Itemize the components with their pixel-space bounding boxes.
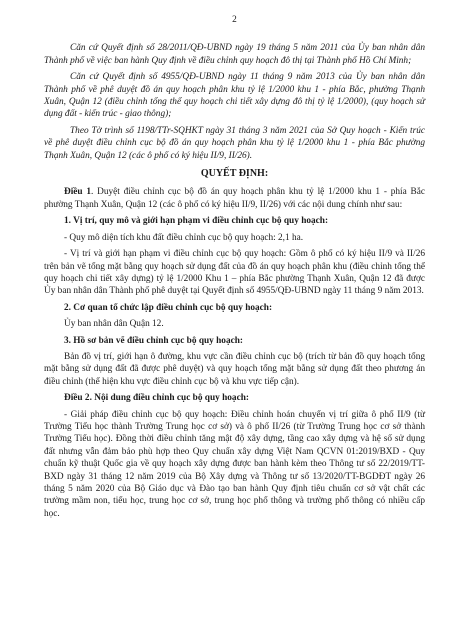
preamble-basis-1: Căn cứ Quyết định số 28/2011/QĐ-UBND ngày 19 tháng 5 năm 2011 của Ủy ban nhân dân Thành phố về việc ban hành Quy định về điều chỉnh quy hoạch đô thị tại Thành phố Hồ Chí Minh; [44,43,425,66]
page-number: 2 [232,15,237,25]
article-2-label: Điều 2 [64,393,90,404]
section-1-location: - Vị trí và giới hạn phạm vi điều chỉnh cục bộ quy hoạch: Gồm ô phố có ký hiệu II/9 và II/26 trên bản vẽ tổng mặt bằng quy hoạch sử dụng đất của đồ án quy hoạch phân khu (điều chỉnh tổng thể quy hoạch chi tiết xây dựng) tỷ lệ 1/2000 Khu 1 – phía Bắc phường Thạnh Xuân, Quận 12 đã được Ủy ban nhân dân Thành phố phê duyệt tại Quyết định số 4955/QĐ-UBND ngày 11 tháng 9 năm 2013. [44,249,425,297]
section-2-heading: 2. Cơ quan tổ chức lập điều chỉnh cục bộ quy hoạch: [64,302,273,313]
section-1-heading: 1. Vị trí, quy mô và giới hạn phạm vi điều chỉnh cục bộ quy hoạch: [64,216,329,227]
article-2-text: . Nội dung điều chỉnh cục bộ quy hoạch: [89,393,249,404]
article-2-body: - Giải pháp điều chỉnh cục bộ quy hoạch: Điều chỉnh hoán chuyển vị trí giữa ô phố II/9 (từ Trường Tiểu học thành Trường Trung học cơ sở) và ô phố II/26 (từ Trường Trung học cơ sở thành Trường Tiểu học). Đồng thời điều chỉnh tăng mật độ xây dựng, tầng cao xây dựng và hệ số sử dụng đất nhưng vẫn đảm bảo phù hợp theo Quy chuẩn xây dựng Việt Nam QCVN 01:2019/BXD - Quy chuẩn kỹ thuật Quốc gia về quy hoạch xây dựng được ban hành kèm theo Thông tư số 22/2019/TT-BXD ngày 31 tháng 12 năm 2019 của Bộ Xây dựng và Thông tư số 13/2020/TT-BGDĐT ngày 26 tháng 5 năm 2020 của Bộ Giáo dục và Đào tạo ban hành Quy định tiêu chuẩn cơ sở vật chất các trường mầm non, tiểu học, trung học cơ sở, trung học phổ thông và trường phổ thông có nhiều cấp học. [44,409,425,519]
article-1 [44,186,425,211]
article-1-label: Điều 1 [64,187,92,198]
section-1-area: - Quy mô diện tích khu đất điều chỉnh cục bộ quy hoạch: 2,1 ha. [64,232,304,243]
preamble-basis-3: Theo Tờ trình số 1198/TTr-SQHKT ngày 31 tháng 3 năm 2021 của Sở Quy hoạch - Kiến trúc về phê duyệt điều chỉnh cục bộ đồ án quy hoạch phân khu tỷ lệ 1/2000 khu 1 - phía Bắc phường Thạnh Xuân, Quận 12 (các ô phố có ký hiệu II/9, II/26). [44,125,425,161]
section-3-body: Bản đồ vị trí, giới hạn ô đường, khu vực cần điều chỉnh cục bộ (trích từ bản đồ quy hoạch tổng mặt bằng sử dụng đất đã được phê duyệt) và quy hoạch tổng mặt bằng sử dụng đất theo phương án điều chỉnh (thể hiện khu vực điều chỉnh cục bộ và khu vực tiếp cận). [44,351,425,387]
section-2-body: Ủy ban nhân dân Quận 12. [64,319,164,330]
preamble-basis-2: Căn cứ Quyết định số 4955/QĐ-UBND ngày 11 tháng 9 năm 2013 của Ủy ban nhân dân Thành phố về phê duyệt đồ án quy hoạch phân khu tỷ lệ 1/2000 khu 1 - phía Bắc, phường Thạnh Xuân, Quận 12 (điều chỉnh tổng thể quy hoạch chi tiết xây dựng đô thị tỷ lệ 1/2000), (quy hoạch sử dụng đất - kiến trúc - giao thông); [44,72,425,120]
article-1-text: . Duyệt điều chỉnh cục bộ đồ án quy hoạch phân khu tỷ lệ 1/2000 khu 1 - phía Bắc phường Thạnh Xuân, Quận 12 (các ô phố có ký hiệu II/9, II/26) với các nội dung chính như sau: [44,187,425,210]
article-2 [44,392,425,404]
section-3-heading: 3. Hồ sơ bản vẽ điều chỉnh cục bộ quy hoạch: [64,335,243,346]
decision-title: QUYẾT ĐỊNH: [200,168,269,180]
